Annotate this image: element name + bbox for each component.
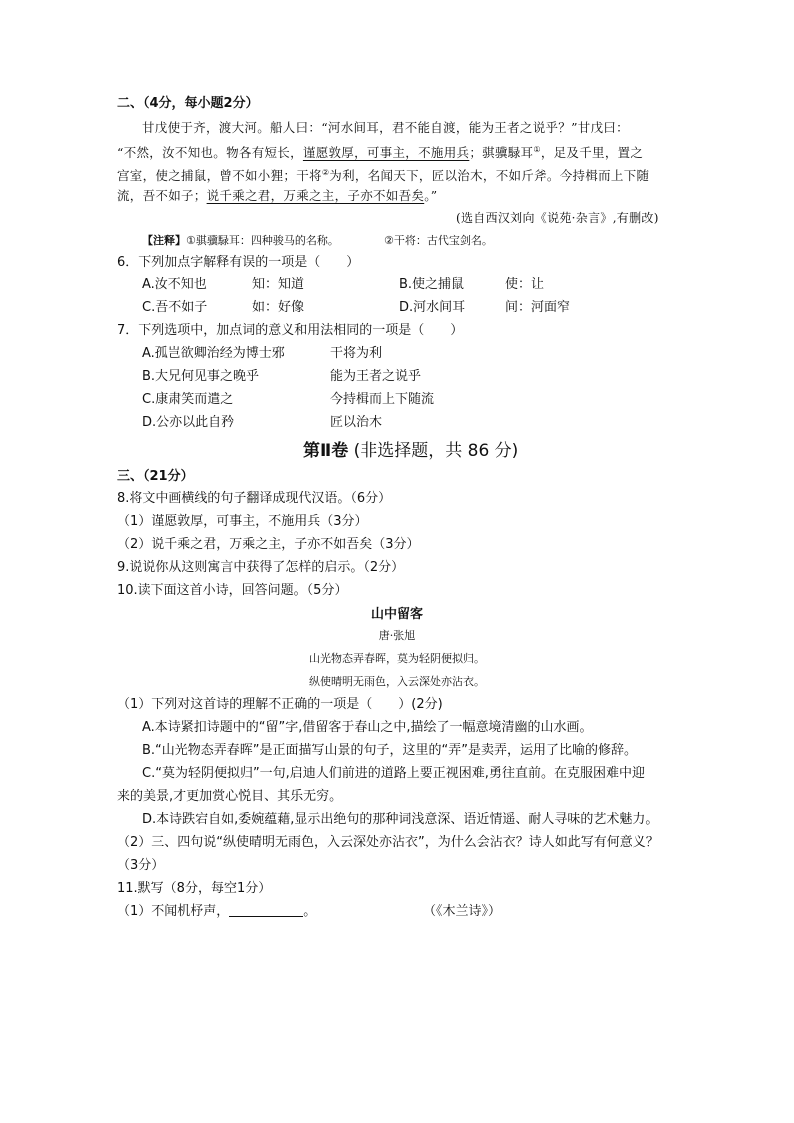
q8-sub-1: （1）谨愿敦厚，可事主，不施用兵（3分） (117, 514, 368, 529)
poem-line-1: 山光物态弄春晖，莫为轻阴便拟归。 (309, 652, 485, 665)
passage-source: (选自西汉刘向《说苑·杂言》,有删改) (456, 211, 659, 225)
q10-option-c-line-1: C.“莫为轻阴便拟归”一句,启迪人们前进的道路上要正视困难,勇往直前。在克服困难中迎 (142, 766, 645, 781)
underlined-sentence-2: 说千乘之君，万乘之主，子亦不如吾矣 (206, 188, 425, 203)
answer-blank[interactable] (229, 902, 303, 917)
q7-option-b-pair: 能为王者之说乎 (330, 369, 422, 384)
q6-option-d: D.河水间耳 (399, 300, 466, 315)
notes-label: 【注释】 (142, 234, 186, 247)
q7-option-a: A.孤岂欲卿治经为博士邪 (142, 346, 285, 361)
q8-sub-2: （2）说千乘之君，万乘之主，子亦不如吾矣（3分） (117, 537, 420, 552)
passage-text: 流，吾不如子； (117, 188, 207, 203)
q6-option-a: A.汝不知也 (142, 277, 207, 292)
passage-text: “不然，汝不知也。物各有短长， (117, 145, 303, 161)
poem-title: 山中留客 (370, 607, 423, 622)
q8-stem: 8.将文中画横线的句子翻译成现代汉语。（6分） (117, 491, 392, 506)
q11-stem: 11.默写（8分，每空1分） (117, 881, 272, 896)
poem-author: 唐·张旭 (378, 629, 416, 642)
q10-sub-2-line-1: （2）三、四句说“纵使晴明无雨色，入云深处亦沾衣”，为什么会沾衣？诗人如此写有何意义？ (117, 835, 659, 850)
part-2-title (303, 441, 518, 461)
notes-line (142, 231, 339, 251)
q10-option-c-line-2: 来的美景,才更加赏心悦目、其乐无穷。 (117, 789, 343, 804)
q11-sub-1-source: （《木兰诗》） (423, 904, 502, 919)
q6-option-a-gloss: 知：知道 (252, 277, 305, 292)
part-2-label: 第Ⅱ卷 (303, 441, 349, 461)
q6-option-c-gloss: 如：好像 (252, 300, 305, 315)
passage-text: ，足及千里，置之 (540, 145, 644, 161)
q7-option-a-pair: 干将为利 (330, 346, 383, 361)
passage-text: 。” (424, 188, 438, 203)
note-marker-1: ① (533, 145, 541, 154)
q10-sub-2-line-2: （3分） (117, 858, 165, 873)
q7-option-c-pair: 今持楫而上下随流 (330, 392, 435, 407)
part-2-subtitle: (非选择题，共 86 分) (353, 441, 519, 461)
q7-option-d-pair: 匠以治木 (330, 415, 383, 430)
q6-option-b: B.使之捕鼠 (399, 277, 465, 292)
q7-option-b: B.大兄何见事之晚乎 (142, 369, 260, 384)
section-2-heading: 二、（4分，每小题2分） (117, 96, 259, 111)
q6-option-d-gloss: 间：河面窄 (505, 300, 571, 315)
q6-option-c: C.吾不如子 (142, 300, 208, 315)
passage-line-1: 甘戊使于齐，渡大河。船人曰：“河水间耳，君不能自渡，能为王者之说乎？”甘戊曰： (142, 120, 629, 135)
passage-text: 宫室，使之捕鼠，曾不如小狸；干将 (117, 168, 322, 184)
poem-line-2: 纵使晴明无雨色，入云深处亦沾衣。 (309, 675, 485, 688)
q6-stem: 6．下列加点字解释有误的一项是（ ） (117, 255, 360, 270)
q6-option-b-gloss: 使：让 (505, 277, 545, 292)
q9-stem: 9.说说你从这则寓言中获得了怎样的启示。（2分） (117, 560, 405, 575)
q11-sub-1 (117, 902, 316, 922)
passage-text: ；骐骥騄耳 (469, 145, 534, 161)
passage-line-4 (117, 186, 437, 206)
passage-line-2 (117, 140, 643, 163)
section-3-heading: 三、（21分） (117, 469, 194, 484)
q7-option-d: D.公亦以此自矜 (142, 415, 235, 430)
q11-sub-1-text: （1）不闻机杼声， (117, 904, 230, 919)
q10-stem: 10.读下面这首小诗，回答问题。（5分） (117, 583, 348, 598)
note-1: ①骐骥騄耳：四种骏马的名称。 (186, 234, 339, 247)
passage-line-3 (117, 163, 649, 186)
q10-option-b: B.“山光物态弄春晖”是正面描写山景的句子，这里的“弄”是卖弄，运用了比喻的修辞。 (142, 743, 637, 758)
q11-sub-1-end: 。 (303, 904, 317, 919)
q7-option-c: C.康肃笑而遣之 (142, 392, 234, 407)
passage-text: 为利，名闻天下，匠以治木，不如斤斧。今持楫而上下随 (329, 168, 650, 184)
note-2: ②干将：古代宝剑名。 (384, 234, 493, 247)
q10-sub-1: （1）下列对这首诗的理解不正确的一项是（ ）(2分) (117, 697, 443, 712)
note-marker-2: ② (321, 168, 330, 177)
q10-option-a: A.本诗紧扣诗题中的“留”字,借留客于春山之中,描绘了一幅意境清幽的山水画。 (142, 720, 593, 735)
q7-stem: 7．下列选项中，加点词的意义和用法相同的一项是（ ） (117, 323, 464, 338)
q10-option-d: D.本诗跌宕自如,委婉蕴藉,显示出绝句的那种词浅意深、语近情遥、耐人寻味的艺术魅力。 (142, 812, 659, 827)
underlined-sentence-1: 谨愿敦厚，可事主，不施用兵 (302, 145, 470, 161)
